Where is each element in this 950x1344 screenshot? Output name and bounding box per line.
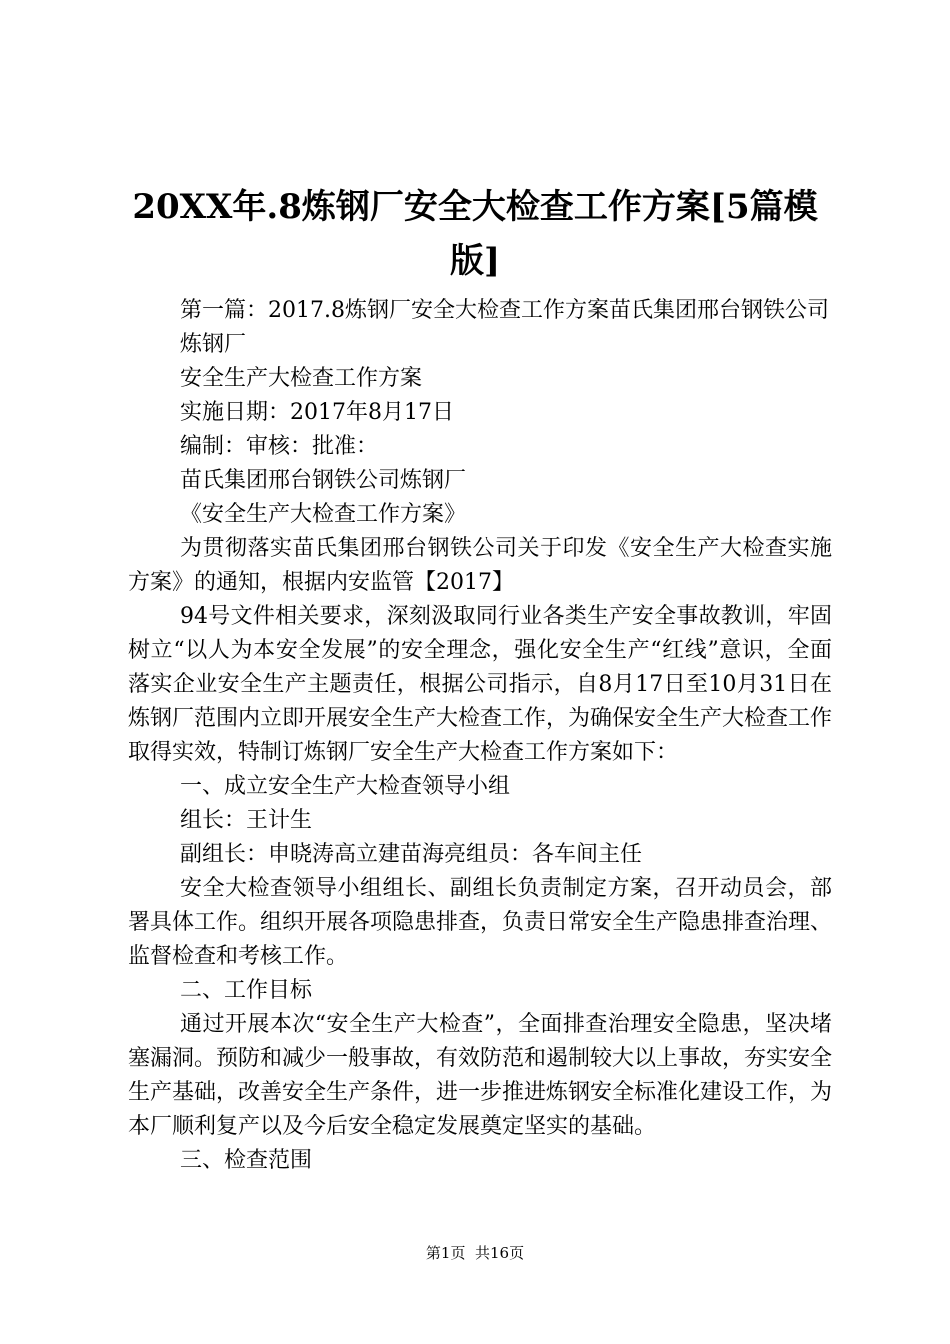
paragraph: 通过开展本次“安全生产大检查”，全面排查治理安全隐患，坚决堵塞漏洞。预防和减少一般事故，有效防范和遏制较大以上事故，夯实安全生产基础，改善安全生产条件，进一步推进炼钢安全标准化建设工作，为本厂顺利复产以及今后安全稳定发展奠定坚实的基础。: [128, 1012, 833, 1139]
section-heading: 三、检查范围: [180, 1148, 313, 1173]
paragraph: 94号文件相关要求，深刻汲取同行业各类生产安全事故教训，牢固树立“以人为本安全发展”的安全理念，强化安全生产“红线”意识，全面落实企业安全生产主题责任，根据公司指示，自8月17日至10月31日在炼钢厂范围内立即开展安全生产大检查工作，为确保安全生产大检查工作取得实效，特制订炼钢厂安全生产大检查工作方案如下：: [128, 604, 833, 765]
section-heading: 二、工作目标: [180, 978, 313, 1003]
paragraph: 组长：王计生: [180, 808, 313, 833]
paragraph: 炼钢厂: [180, 332, 247, 357]
paragraph: 副组长：申晓涛高立建苗海亮组员：各车间主任: [180, 842, 643, 867]
paragraph: 为贯彻落实苗氏集团邢台钢铁公司关于印发《安全生产大检查实施方案》的通知，根据内安监管【2017】: [128, 536, 832, 595]
paragraph: 安全大检查领导小组组长、副组长负责制定方案，召开动员会，部署具体工作。组织开展各项隐患排查，负责日常安全生产隐患排查治理、监督检查和考核工作。: [128, 876, 833, 969]
title-line-2: 版]: [449, 241, 501, 281]
paragraph: 《安全生产大检查工作方案》: [180, 502, 467, 527]
section-heading: 一、成立安全生产大检查领导小组: [180, 774, 511, 799]
document-title: [120, 180, 830, 288]
document-body: [128, 294, 832, 1178]
page-footer: 第1页 共16页: [425, 1244, 525, 1262]
paragraph: 安全生产大检查工作方案: [180, 366, 423, 391]
paragraph: 实施日期：2017年8月17日: [180, 400, 454, 425]
paragraph: 苗氏集团邢台钢铁公司炼钢厂: [180, 468, 467, 493]
title-line-1: 20XX年.8炼钢厂安全大检查工作方案[5篇模: [132, 187, 818, 227]
paragraph: 第一篇：2017.8炼钢厂安全大检查工作方案苗氏集团邢台钢铁公司: [180, 298, 829, 323]
paragraph: 编制：审核：批准：: [180, 434, 379, 459]
